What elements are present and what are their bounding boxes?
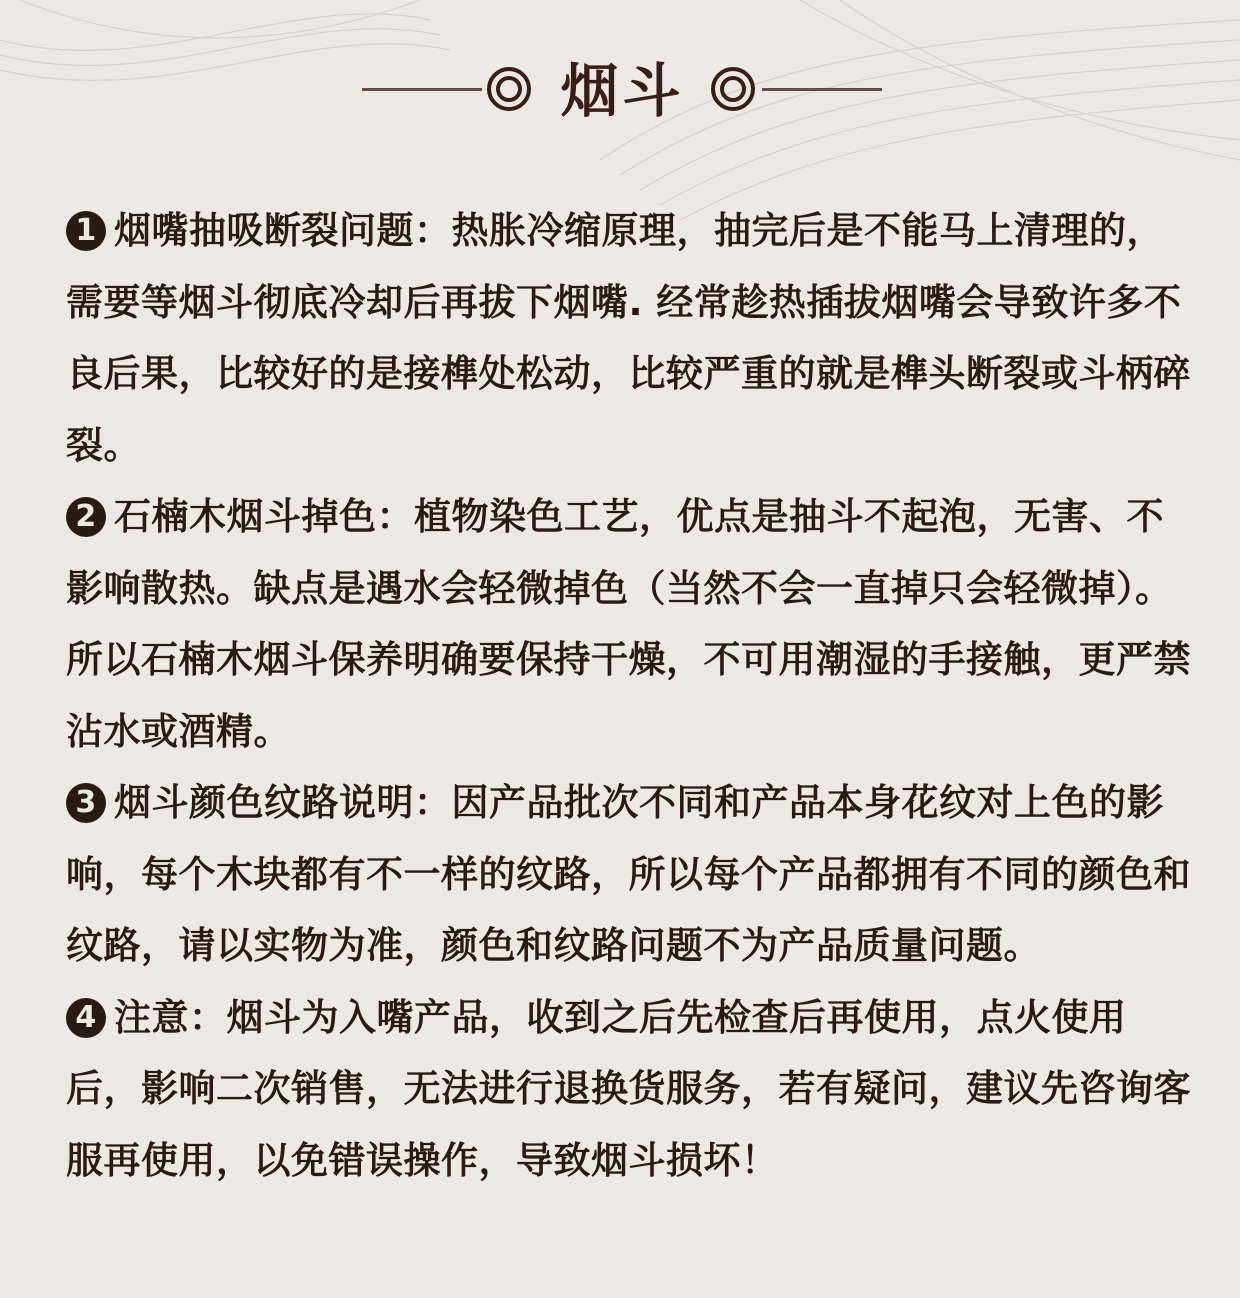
notice-heading: 烟斗颜色纹路说明： — [114, 781, 452, 824]
notice-text: 烟斗为入嘴产品，收到之后先检查后再使用，点火使用后，影响二次销售，无法进行退换货服务，若有疑问，建议先咨询客服再使用，以免错误操作，导致烟斗损坏！ — [66, 995, 1191, 1182]
notice-item — [66, 982, 1196, 1197]
number-badge: 1 — [66, 211, 106, 251]
header-line-right — [762, 88, 882, 91]
notice-item — [66, 195, 1196, 481]
notice-heading: 注意： — [114, 995, 227, 1039]
notice-heading: 石楠木烟斗掉色： — [114, 495, 414, 538]
notice-text: 植物染色工艺，优点是抽斗不起泡，无害、不影响散热。缺点是遇水会轻微掉色（当然不会一直掉只会轻微掉）。所以石楠木烟斗保养明确要保持干燥，不可用潮湿的手接触，更严禁沾水或酒精。 — [66, 495, 1191, 753]
notice-item — [66, 767, 1196, 982]
section-header — [0, 55, 1240, 135]
page-title: 烟斗 — [560, 57, 685, 125]
circle-ring-icon — [710, 66, 756, 112]
notice-list — [66, 195, 1196, 1196]
number-badge: 2 — [66, 497, 106, 537]
header-line-left — [362, 88, 482, 91]
number-badge: 4 — [66, 998, 106, 1038]
circle-ring-icon — [486, 66, 532, 112]
number-badge: 3 — [66, 783, 106, 823]
notice-text: 因产品批次不同和产品本身花纹对上色的影响，每个木块都有不一样的纹路，所以每个产品都拥有不同的颜色和纹路，请以实物为准，颜色和纹路问题不为产品质量问题。 — [66, 781, 1191, 967]
notice-text: 热胀冷缩原理，抽完后是不能马上清理的，需要等烟斗彻底冷却后再拔下烟嘴. 经常趁热插拔烟嘴会导致许多不良后果，比较好的是接榫处松动，比较严重的就是榫头断裂或斗柄碎裂。 — [66, 209, 1191, 467]
notice-item — [66, 481, 1196, 767]
notice-heading: 烟嘴抽吸断裂问题： — [114, 209, 452, 252]
